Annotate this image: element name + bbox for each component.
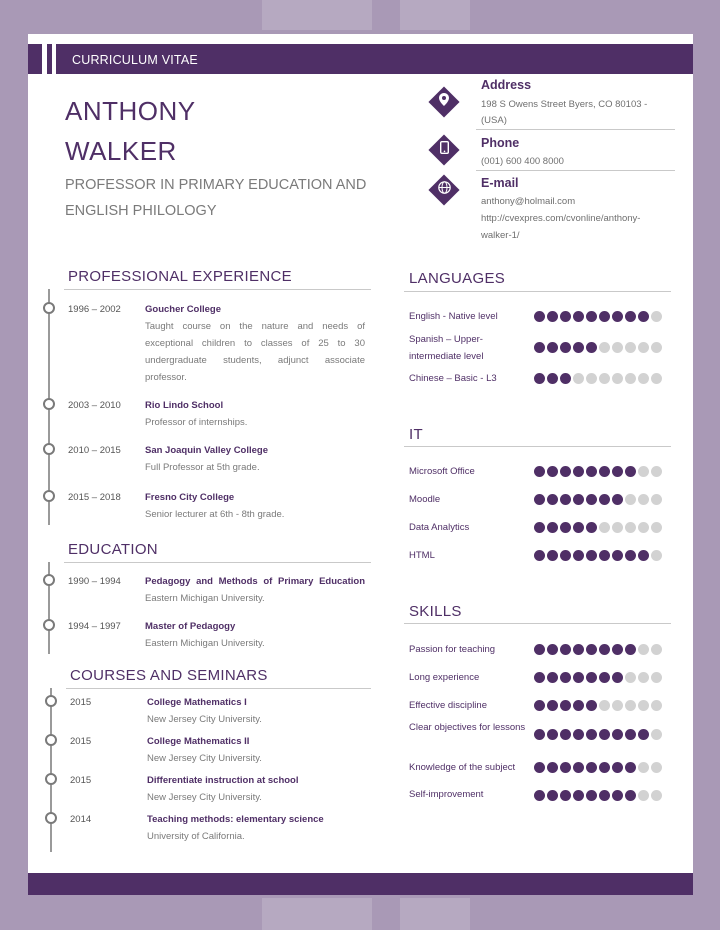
timeline-dot [45, 773, 57, 785]
rating-dot-empty [651, 729, 662, 740]
rating-dot-filled [534, 522, 545, 533]
item-title: Fresno City College [145, 492, 235, 503]
rating-dot-empty [573, 373, 584, 384]
rating-dot-empty [651, 644, 662, 655]
rating-dot-filled [573, 729, 584, 740]
rating-dot-filled [586, 466, 597, 477]
rating-dot-empty [586, 373, 597, 384]
rating-dot-empty [638, 644, 649, 655]
item-date: 2015 [70, 697, 92, 708]
rating-dot-filled [625, 644, 636, 655]
courses-timeline [50, 688, 52, 852]
rating-dot-filled [586, 729, 597, 740]
rating-dot-empty [612, 342, 623, 353]
item-date: 1990 – 1994 [68, 576, 121, 587]
it-skill-label: Microsoft Office [409, 466, 475, 477]
item-description: University of California. [147, 831, 245, 842]
rating-dot-filled [625, 466, 636, 477]
rating-dot-filled [560, 762, 571, 773]
rating-dot-empty [599, 700, 610, 711]
skill-rating [534, 644, 662, 655]
item-date: 1996 – 2002 [68, 304, 121, 315]
rating-dot-filled [599, 466, 610, 477]
rating-dot-filled [573, 700, 584, 711]
section-rule [66, 688, 371, 689]
rating-dot-filled [586, 522, 597, 533]
skill-rating [534, 762, 662, 773]
phone-label: Phone [481, 136, 520, 150]
phone-value[interactable]: (001) 600 400 8000 [481, 156, 564, 167]
rating-dot-filled [599, 550, 610, 561]
item-date: 1994 – 1997 [68, 621, 121, 632]
it-skill-rating [534, 466, 662, 477]
language-label: Chinese – Basic - L3 [409, 373, 497, 384]
language-rating [534, 373, 662, 384]
rating-dot-filled [625, 790, 636, 801]
rating-dot-empty [612, 700, 623, 711]
rating-dot-empty [638, 342, 649, 353]
rating-dot-filled [612, 550, 623, 561]
rating-dot-filled [547, 311, 558, 322]
education-heading: EDUCATION [68, 541, 158, 558]
experience-heading: PROFESSIONAL EXPERIENCE [68, 268, 292, 285]
rating-dot-filled [599, 762, 610, 773]
item-description: Taught course on the nature and needs of exceptional children to classes of 25 to 30 undergraduate students, adjunct associate professor. [145, 321, 365, 383]
skill-rating [534, 790, 662, 801]
rating-dot-filled [586, 494, 597, 505]
rating-dot-empty [651, 466, 662, 477]
rating-dot-filled [547, 466, 558, 477]
timeline-dot [43, 490, 55, 502]
it-heading: IT [409, 426, 423, 443]
rating-dot-filled [573, 466, 584, 477]
languages-heading: LANGUAGES [409, 270, 506, 287]
website-line-2[interactable]: walker-1/ [481, 230, 520, 241]
rating-dot-filled [560, 729, 571, 740]
rating-dot-filled [573, 342, 584, 353]
rating-dot-filled [599, 672, 610, 683]
item-title: Teaching methods: elementary science [147, 814, 324, 825]
rating-dot-empty [651, 762, 662, 773]
first-name: ANTHONY [65, 96, 196, 126]
rating-dot-filled [547, 762, 558, 773]
rating-dot-empty [625, 342, 636, 353]
rating-dot-empty [651, 494, 662, 505]
rating-dot-filled [586, 644, 597, 655]
rating-dot-filled [586, 672, 597, 683]
rating-dot-filled [547, 672, 558, 683]
rating-dot-filled [547, 373, 558, 384]
rating-dot-filled [573, 672, 584, 683]
section-rule [404, 291, 671, 292]
rating-dot-filled [560, 373, 571, 384]
rating-dot-empty [638, 373, 649, 384]
address-line-1: 198 S Owens Street Byers, CO 80103 - [481, 99, 648, 110]
rating-dot-empty [651, 311, 662, 322]
rating-dot-filled [534, 672, 545, 683]
timeline-dot [45, 695, 57, 707]
rating-dot-filled [638, 550, 649, 561]
item-date: 2015 [70, 736, 92, 747]
rating-dot-filled [612, 494, 623, 505]
skill-rating [534, 672, 662, 683]
rating-dot-empty [612, 373, 623, 384]
rating-dot-empty [651, 700, 662, 711]
background-stripe [262, 0, 372, 30]
item-title: San Joaquin Valley College [145, 445, 269, 456]
rating-dot-filled [599, 790, 610, 801]
timeline-dot [45, 734, 57, 746]
item-description: New Jersey City University. [147, 714, 262, 725]
rating-dot-empty [651, 373, 662, 384]
rating-dot-filled [573, 311, 584, 322]
timeline-dot [43, 443, 55, 455]
rating-dot-filled [573, 550, 584, 561]
it-skill-rating [534, 494, 662, 505]
language-label: Spanish – Upper-intermediate level [409, 334, 484, 362]
rating-dot-filled [560, 494, 571, 505]
rating-dot-empty [651, 790, 662, 801]
it-skill-rating [534, 550, 662, 561]
item-description: Eastern Michigan University. [145, 593, 265, 604]
header-notch [52, 44, 56, 74]
timeline-dot [43, 398, 55, 410]
background-stripe [262, 898, 372, 930]
rating-dot-empty [625, 700, 636, 711]
language-rating [534, 342, 662, 353]
rating-dot-empty [638, 522, 649, 533]
rating-dot-filled [625, 550, 636, 561]
rating-dot-filled [547, 790, 558, 801]
last-name: WALKER [65, 136, 177, 166]
rating-dot-filled [573, 644, 584, 655]
header-notch [42, 44, 47, 74]
rating-dot-empty [599, 522, 610, 533]
rating-dot-empty [638, 494, 649, 505]
rating-dot-filled [638, 311, 649, 322]
rating-dot-filled [573, 790, 584, 801]
item-title: Pedagogy and Methods of Primary Education [145, 576, 365, 587]
rating-dot-filled [560, 700, 571, 711]
item-description: New Jersey City University. [147, 792, 262, 803]
rating-dot-filled [560, 550, 571, 561]
skill-rating [534, 729, 662, 740]
address-line-2: (USA) [481, 115, 507, 126]
rating-dot-filled [534, 550, 545, 561]
rating-dot-filled [612, 762, 623, 773]
address-label: Address [481, 78, 532, 92]
rating-dot-filled [586, 700, 597, 711]
it-skill-label: Data Analytics [409, 522, 470, 533]
rating-dot-filled [612, 644, 623, 655]
rating-dot-empty [625, 672, 636, 683]
job-title-line-1: PROFESSOR IN PRIMARY EDUCATION AND [65, 177, 367, 193]
rating-dot-filled [534, 311, 545, 322]
email-value[interactable]: anthony@holmail.com [481, 196, 576, 207]
job-title-line-2: ENGLISH PHILOLOGY [65, 203, 217, 219]
rating-dot-filled [547, 729, 558, 740]
rating-dot-filled [586, 762, 597, 773]
rating-dot-filled [534, 700, 545, 711]
rating-dot-empty [638, 466, 649, 477]
item-date: 2003 – 2010 [68, 400, 121, 411]
rating-dot-filled [560, 672, 571, 683]
rating-dot-empty [625, 373, 636, 384]
background-stripe [400, 898, 470, 930]
rating-dot-filled [547, 550, 558, 561]
it-skill-rating [534, 522, 662, 533]
rating-dot-filled [547, 522, 558, 533]
rating-dot-filled [638, 729, 649, 740]
skill-rating [534, 700, 662, 711]
rating-dot-filled [599, 644, 610, 655]
rating-dot-empty [638, 700, 649, 711]
rating-dot-filled [612, 729, 623, 740]
rating-dot-filled [560, 644, 571, 655]
rating-dot-filled [547, 494, 558, 505]
item-title: Goucher College [145, 304, 222, 315]
item-title: College Mathematics II [147, 736, 250, 747]
rating-dot-filled [534, 729, 545, 740]
item-description: Full Professor at 5th grade. [145, 462, 260, 473]
rating-dot-filled [534, 644, 545, 655]
skill-label: Passion for teaching [409, 644, 496, 655]
rating-dot-filled [612, 466, 623, 477]
rating-dot-filled [599, 494, 610, 505]
rating-dot-empty [651, 522, 662, 533]
rating-dot-filled [586, 342, 597, 353]
rating-dot-filled [534, 373, 545, 384]
rating-dot-filled [534, 762, 545, 773]
rating-dot-filled [612, 672, 623, 683]
section-rule [404, 446, 671, 447]
rating-dot-filled [625, 729, 636, 740]
rating-dot-filled [534, 342, 545, 353]
header-bar [28, 44, 693, 74]
website-line-1[interactable]: http://cvexpres.com/cvonline/anthony- [481, 213, 641, 224]
rating-dot-empty [651, 550, 662, 561]
skill-label: Self-improvement [409, 789, 484, 800]
rating-dot-filled [534, 494, 545, 505]
rating-dot-filled [534, 466, 545, 477]
rating-dot-filled [547, 700, 558, 711]
it-skill-label: Moodle [409, 494, 441, 505]
rating-dot-filled [560, 466, 571, 477]
rating-dot-filled [586, 311, 597, 322]
phone-icon [428, 134, 460, 166]
section-rule [404, 623, 671, 624]
rating-dot-filled [573, 762, 584, 773]
timeline-dot [43, 574, 55, 586]
rating-dot-filled [586, 550, 597, 561]
timeline-dot [43, 619, 55, 631]
rating-dot-empty [599, 373, 610, 384]
language-label: English - Native level [409, 311, 498, 322]
skill-label: Knowledge of the subject [409, 762, 516, 773]
rating-dot-filled [586, 790, 597, 801]
globe-icon [428, 174, 460, 206]
contact-divider [476, 170, 675, 171]
rating-dot-empty [625, 522, 636, 533]
rating-dot-empty [638, 762, 649, 773]
footer-bar [28, 873, 693, 895]
skill-label: Clear objectives for lessons [409, 722, 526, 733]
rating-dot-empty [612, 522, 623, 533]
section-rule [64, 289, 371, 290]
item-title: Rio Lindo School [145, 400, 224, 411]
skills-heading: SKILLS [409, 603, 462, 620]
document-title: CURRICULUM VITAE [72, 53, 198, 67]
rating-dot-empty [651, 672, 662, 683]
rating-dot-filled [547, 644, 558, 655]
rating-dot-empty [625, 494, 636, 505]
item-description: Professor of internships. [145, 417, 248, 428]
item-description: New Jersey City University. [147, 753, 262, 764]
section-rule [64, 562, 371, 563]
rating-dot-filled [560, 342, 571, 353]
language-rating [534, 311, 662, 322]
item-date: 2014 [70, 814, 92, 825]
item-date: 2015 [70, 775, 92, 786]
rating-dot-empty [651, 342, 662, 353]
item-description: Eastern Michigan University. [145, 638, 265, 649]
it-skill-label: HTML [409, 550, 435, 561]
rating-dot-filled [612, 311, 623, 322]
rating-dot-filled [560, 522, 571, 533]
rating-dot-filled [534, 790, 545, 801]
item-title: College Mathematics I [147, 697, 247, 708]
background-stripe [400, 0, 470, 30]
rating-dot-filled [625, 311, 636, 322]
rating-dot-filled [612, 790, 623, 801]
timeline-dot [43, 302, 55, 314]
item-title: Master of Pedagogy [145, 621, 236, 632]
item-title: Differentiate instruction at school [147, 775, 299, 786]
courses-heading: COURSES AND SEMINARS [70, 667, 268, 684]
rating-dot-filled [560, 311, 571, 322]
rating-dot-empty [638, 672, 649, 683]
email-label: E-mail [481, 176, 519, 190]
skill-label: Effective discipline [409, 700, 487, 711]
skill-label: Long experience [409, 672, 480, 683]
rating-dot-empty [599, 342, 610, 353]
rating-dot-empty [638, 790, 649, 801]
rating-dot-filled [625, 762, 636, 773]
rating-dot-filled [599, 311, 610, 322]
rating-dot-filled [547, 342, 558, 353]
timeline-dot [45, 812, 57, 824]
item-date: 2015 – 2018 [68, 492, 121, 503]
rating-dot-filled [573, 494, 584, 505]
item-description: Senior lecturer at 6th - 8th grade. [145, 509, 285, 520]
contact-divider [476, 129, 675, 130]
item-date: 2010 – 2015 [68, 445, 121, 456]
rating-dot-filled [599, 729, 610, 740]
rating-dot-filled [560, 790, 571, 801]
rating-dot-filled [573, 522, 584, 533]
map-pin-icon [428, 86, 460, 118]
